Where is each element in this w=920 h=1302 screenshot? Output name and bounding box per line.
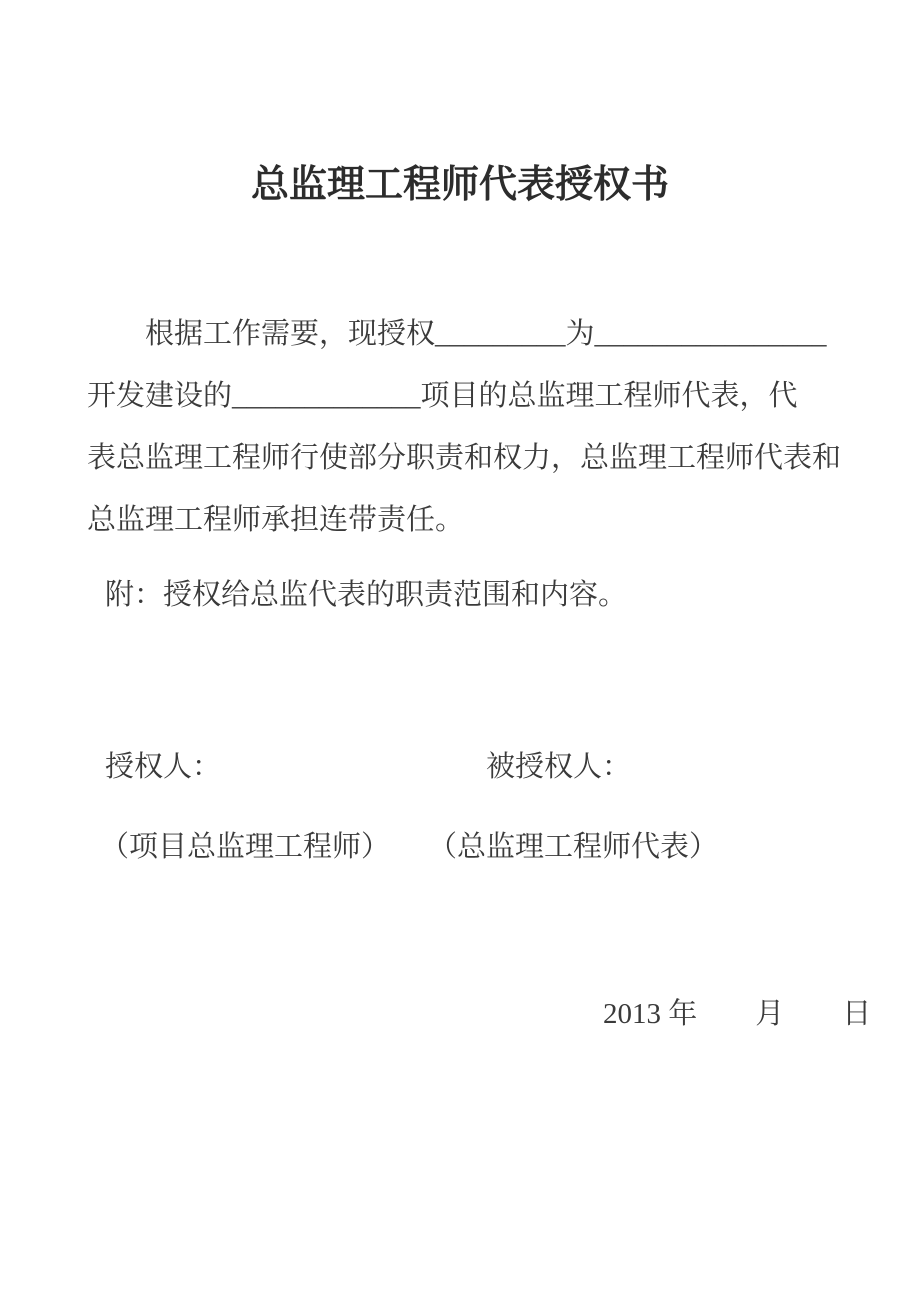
date-line: 2013 年 月 日: [603, 998, 872, 1030]
authorizer-title: （项目总监理工程师）: [100, 831, 391, 863]
authorizee-label: 被授权人：: [486, 751, 632, 783]
body-line-3: 表总监理工程师行使部分职责和权力，总监理工程师代表和: [87, 442, 842, 474]
body-line-2: 开发建设的_____________项目的总监理工程师代表，代: [87, 380, 798, 412]
body-line-4: 总监理工程师承担连带责任。: [87, 504, 465, 536]
authorizer-label: 授权人：: [105, 751, 222, 783]
document-title: 总监理工程师代表授权书: [250, 164, 669, 206]
attachment-note: 附：授权给总监代表的职责范围和内容。: [105, 579, 628, 611]
authorizee-title: （总监理工程师代表）: [428, 831, 719, 863]
body-line-1: 根据工作需要，现授权_________为________________: [145, 318, 827, 350]
body-paragraph: [87, 303, 847, 551]
